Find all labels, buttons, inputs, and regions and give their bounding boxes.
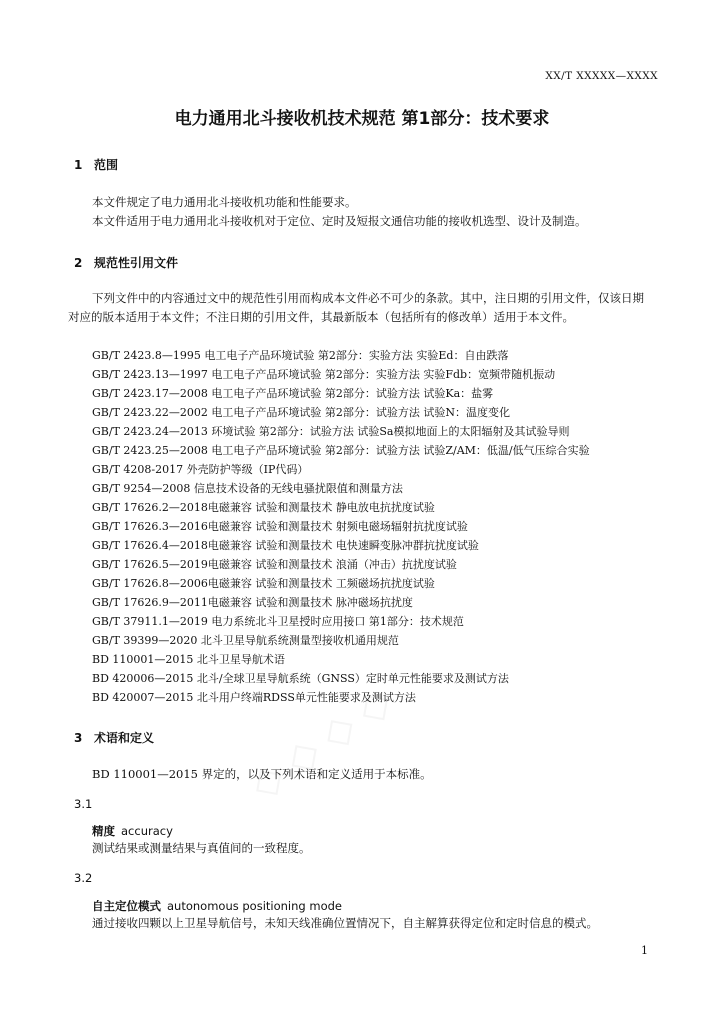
reference-item: GB/T 17626.2—2018电磁兼容 试验和测量技术 静电放电抗扰度试验	[92, 501, 435, 514]
term-en: accuracy	[121, 824, 173, 838]
term-number: 3.2	[74, 871, 93, 885]
reference-item: GB/T 17626.9—2011电磁兼容 试验和测量技术 脉冲磁场抗扰度	[92, 596, 413, 609]
document-code: XX/T XXXXX—XXXX	[545, 70, 658, 82]
reference-item: GB/T 2423.13—1997 电工电子产品环境试验 第2部分：实验方法 实验Fdb：宽频带随机振动	[92, 368, 556, 381]
reference-item: GB/T 9254—2008 信息技术设备的无线电骚扰限值和测量方法	[92, 482, 403, 495]
section-3-heading	[74, 729, 154, 746]
reference-item: BD 110001—2015 北斗卫星导航术语	[92, 653, 285, 666]
reference-item: GB/T 17626.4—2018电磁兼容 试验和测量技术 电快速瞬变脉冲群抗扰度试验	[92, 539, 479, 552]
reference-item: GB/T 2423.22—2002 电工电子产品环境试验 第2部分：试验方法 试验N：温度变化	[92, 406, 511, 419]
reference-item: GB/T 37911.1—2019 电力系统北斗卫星授时应用接口 第1部分：技术规范	[92, 615, 464, 628]
references-intro: 下列文件中的内容通过文中的规范性引用而构成本文件必不可少的条款。其中，注日期的引用文件，仅该日期对应的版本适用于本文件；不注日期的引用文件，其最新版本（包括所有的修改单）适用于本文件。	[68, 291, 644, 324]
term-title	[92, 898, 342, 914]
term-zh: 自主定位模式	[92, 899, 161, 913]
reference-item: BD 420007—2015 北斗用户终端RDSS单元性能要求及测试方法	[92, 691, 416, 704]
section-number: 1	[74, 158, 83, 172]
reference-item: GB/T 2423.24—2013 环境试验 第2部分：试验方法 试验Sa模拟地面上的太阳辐射及其试验导则	[92, 425, 570, 438]
reference-item: GB/T 17626.8—2006电磁兼容 试验和测量技术 工频磁场抗扰度试验	[92, 577, 435, 590]
reference-item: GB/T 17626.3—2016电磁兼容 试验和测量技术 射频电磁场辐射抗扰度试验	[92, 520, 468, 533]
reference-item: GB/T 39399—2020 北斗卫星导航系统测量型接收机通用规范	[92, 634, 399, 647]
section-2-heading	[74, 254, 178, 271]
section-title: 术语和定义	[94, 731, 155, 745]
term-number: 3.1	[74, 797, 93, 811]
reference-item: GB/T 2423.17—2008 电工电子产品环境试验 第2部分：试验方法 试验Ka：盐雾	[92, 387, 494, 400]
term-title	[92, 823, 173, 839]
section-title: 范围	[94, 158, 119, 172]
term-definition: 测试结果或测量结果与真值间的一致程度。	[92, 841, 311, 855]
section-number: 3	[74, 731, 83, 745]
reference-item: GB/T 17626.5—2019电磁兼容 试验和测量技术 浪涌（冲击）抗扰度试验	[92, 558, 457, 571]
term-definition: 通过接收四颗以上卫星导航信号，未知天线准确位置情况下，自主解算获得定位和定时信息的模式。	[92, 916, 598, 930]
term-en: autonomous positioning mode	[167, 899, 342, 913]
section-title: 规范性引用文件	[94, 256, 179, 270]
section-number: 2	[74, 256, 83, 270]
terms-intro: BD 110001—2015 界定的，以及下列术语和定义适用于本标准。	[92, 767, 432, 781]
document-title: 电力通用北斗接收机技术规范 第1部分：技术要求	[174, 109, 550, 129]
reference-item: GB/T 4208-2017 外壳防护等级（IP代码）	[92, 463, 309, 476]
term-zh: 精度	[92, 824, 115, 838]
page-number: 1	[641, 944, 648, 957]
reference-item: GB/T 2423.8—1995 电工电子产品环境试验 第2部分：实验方法 实验Ed：自由跌落	[92, 349, 509, 362]
scope-paragraph: 本文件规定了电力通用北斗接收机功能和性能要求。	[92, 195, 357, 209]
scope-paragraph: 本文件适用于电力通用北斗接收机对于定位、定时及短报文通信功能的接收机选型、设计及制造。	[92, 214, 587, 228]
section-1-heading	[74, 156, 118, 173]
reference-item: GB/T 2423.25—2008 电工电子产品环境试验 第2部分：试验方法 试验Z/AM：低温/低气压综合实验	[92, 444, 590, 457]
reference-item: BD 420006—2015 北斗/全球卫星导航系统（GNSS）定时单元性能要求及测试方法	[92, 672, 509, 685]
